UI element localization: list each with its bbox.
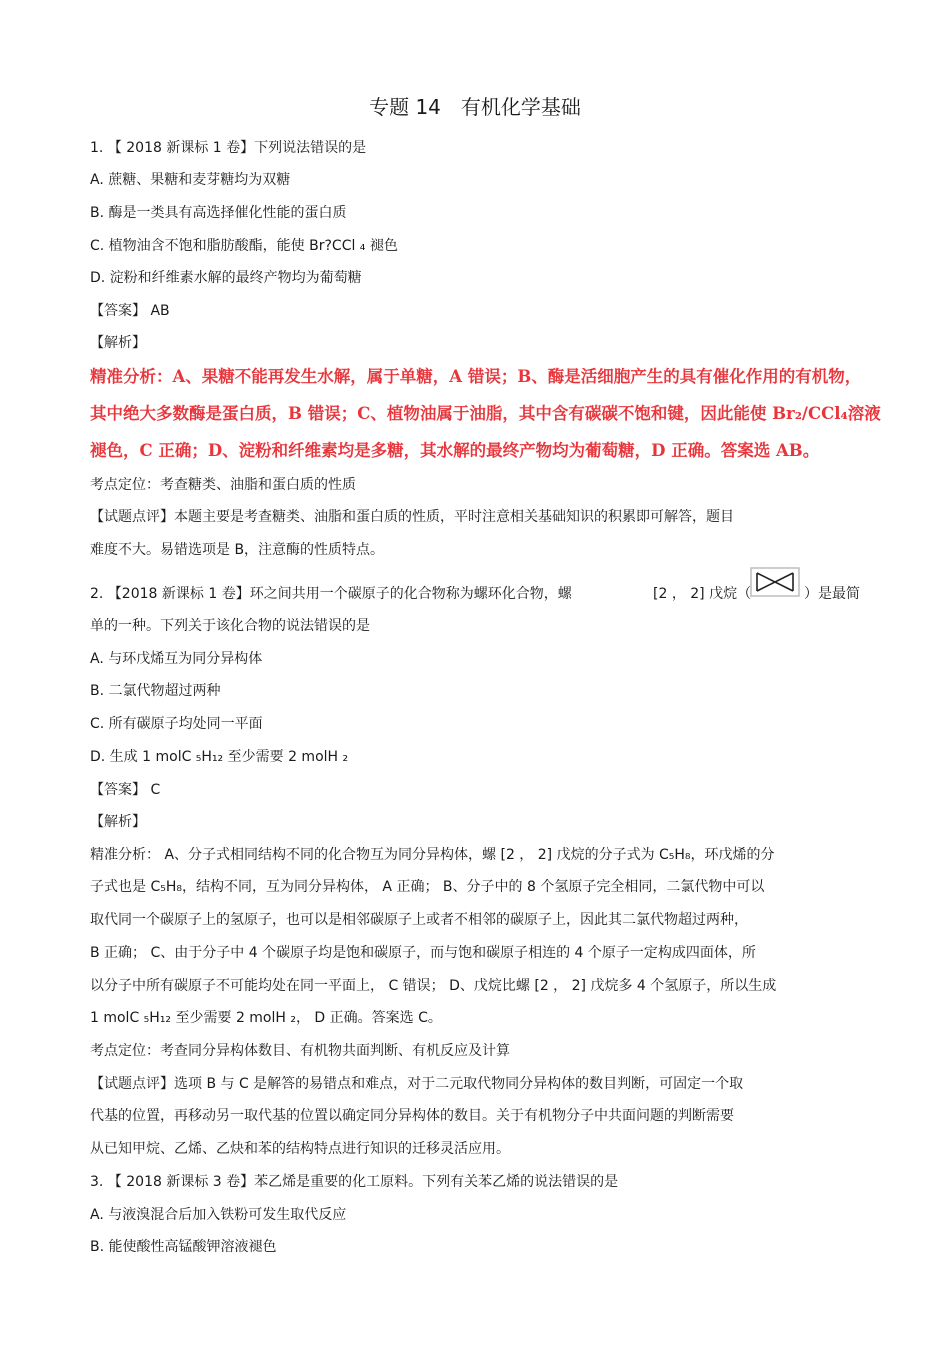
q1-option-c: C. 植物油含不饱和脂肪酸酯，能使 Br?CCl ₄ 褪色 <box>90 238 398 254</box>
q1-comment-line: 难度不大。易错选项是 B，注意酶的性质特点。 <box>90 542 385 558</box>
page-title: 专题 14 有机化学基础 <box>369 95 581 119</box>
q2-analysis-line: 精准分析： A、分子式相同结构不同的化合物互为同分异构体，螺 [2 ， 2] 戊烷的分子式为 C₅H₈，环戊烯的分 <box>90 847 775 863</box>
q1-answer: 【答案】 AB <box>90 303 170 319</box>
q1-analysis-line: 其中绝大多数酶是蛋白质，B 错误；C、植物油属于油脂，其中含有碳碳不饱和键，因此能使 Br₂/CCl₄溶液 <box>90 404 881 423</box>
q1-comment-line: 【试题点评】本题主要是考查糖类、油脂和蛋白质的性质，平时注意相关基础知识的积累即可解答，题目 <box>90 509 734 525</box>
q2-comment-line: 代基的位置，再移动另一取代基的位置以确定同分异构体的数目。关于有机物分子中共面问题的判断需要 <box>90 1108 734 1124</box>
q2-comment-line: 从已知甲烷、乙烯、乙炔和苯的结构特点进行知识的迁移灵活应用。 <box>90 1141 510 1157</box>
q1-analysis-line: 褪色，C 正确；D、淀粉和纤维素均是多糖，其水解的最终产物均为葡萄糖，D 正确。答案选 AB。 <box>90 441 820 460</box>
q2-option-d: D. 生成 1 molC ₅H₁₂ 至少需要 2 molH ₂ <box>90 749 349 765</box>
q1-analysis-label: 【解析】 <box>90 335 146 351</box>
q2-analysis-line: 以分子中所有碳原子不可能均处在同一平面上， C 错误； D、戊烷比螺 [2 ， 2] 戊烷多 4 个氢原子，所以生成 <box>90 978 777 994</box>
q2-analysis-line: B 正确； C、由于分子中 4 个碳原子均是饱和碳原子，而与饱和碳原子相连的 4 个原子一定构成四面体，所 <box>90 945 756 961</box>
q2-comment-line: 【试题点评】选项 B 与 C 是解答的易错点和难点，对于二元取代物同分异构体的数目判断，可固定一个取 <box>90 1076 744 1092</box>
q1-kaodian: 考点定位：考查糖类、油脂和蛋白质的性质 <box>90 477 356 493</box>
q3-stem: 3. 【 2018 新课标 3 卷】苯乙烯是重要的化工原料。下列有关苯乙烯的说法错误的是 <box>90 1174 619 1190</box>
q2-option-b: B. 二氯代物超过两种 <box>90 683 221 699</box>
q3-option-b: B. 能使酸性高锰酸钾溶液褪色 <box>90 1239 277 1255</box>
q3-option-a: A. 与液溴混合后加入铁粉可发生取代反应 <box>90 1207 347 1223</box>
q2-option-a: A. 与环戊烯互为同分异构体 <box>90 651 263 667</box>
q2-stem: 2. 【2018 新课标 1 卷】环之间共用一个碳原子的化合物称为螺环化合物，螺 <box>90 586 572 602</box>
q1-option-b: B. 酶是一类具有高选择催化性能的蛋白质 <box>90 205 347 221</box>
q1-stem: 1. 【 2018 新课标 1 卷】下列说法错误的是 <box>90 140 367 156</box>
q1-analysis-line: 精准分析：A、果糖不能再发生水解，属于单糖，A 错误；B、酶是活细胞产生的具有催化作用的有机物， <box>90 367 862 386</box>
q2-analysis-line: 子式也是 C₅H₈，结构不同，互为同分异构体， A 正确； B、分子中的 8 个氢原子完全相同，二氯代物中可以 <box>90 879 765 895</box>
q2-analysis-line: 1 molC ₅H₁₂ 至少需要 2 molH ₂， D 正确。答案选 C。 <box>90 1010 442 1026</box>
q1-option-a: A. 蔗糖、果糖和麦芽糖均为双糖 <box>90 172 291 188</box>
q2-answer: 【答案】 C <box>90 782 161 798</box>
q2-kaodian: 考点定位：考查同分异构体数目、有机物共面判断、有机反应及计算 <box>90 1043 510 1059</box>
spiropentane-structure-icon <box>749 566 801 598</box>
q2-stem-tail: ）是最简 <box>804 586 860 602</box>
q2-option-c: C. 所有碳原子均处同一平面 <box>90 716 263 732</box>
q2-analysis-line: 取代同一个碳原子上的氢原子，也可以是相邻碳原子上或者不相邻的碳原子上，因此其二氯代物超过两种， <box>90 912 748 928</box>
q2-stem-spiro: [2 ， 2] 戊烷（ <box>653 586 752 602</box>
q1-option-d: D. 淀粉和纤维素水解的最终产物均为葡萄糖 <box>90 270 362 286</box>
q2-analysis-label: 【解析】 <box>90 814 146 830</box>
q2-stem-line2: 单的一种。下列关于该化合物的说法错误的是 <box>90 618 370 634</box>
